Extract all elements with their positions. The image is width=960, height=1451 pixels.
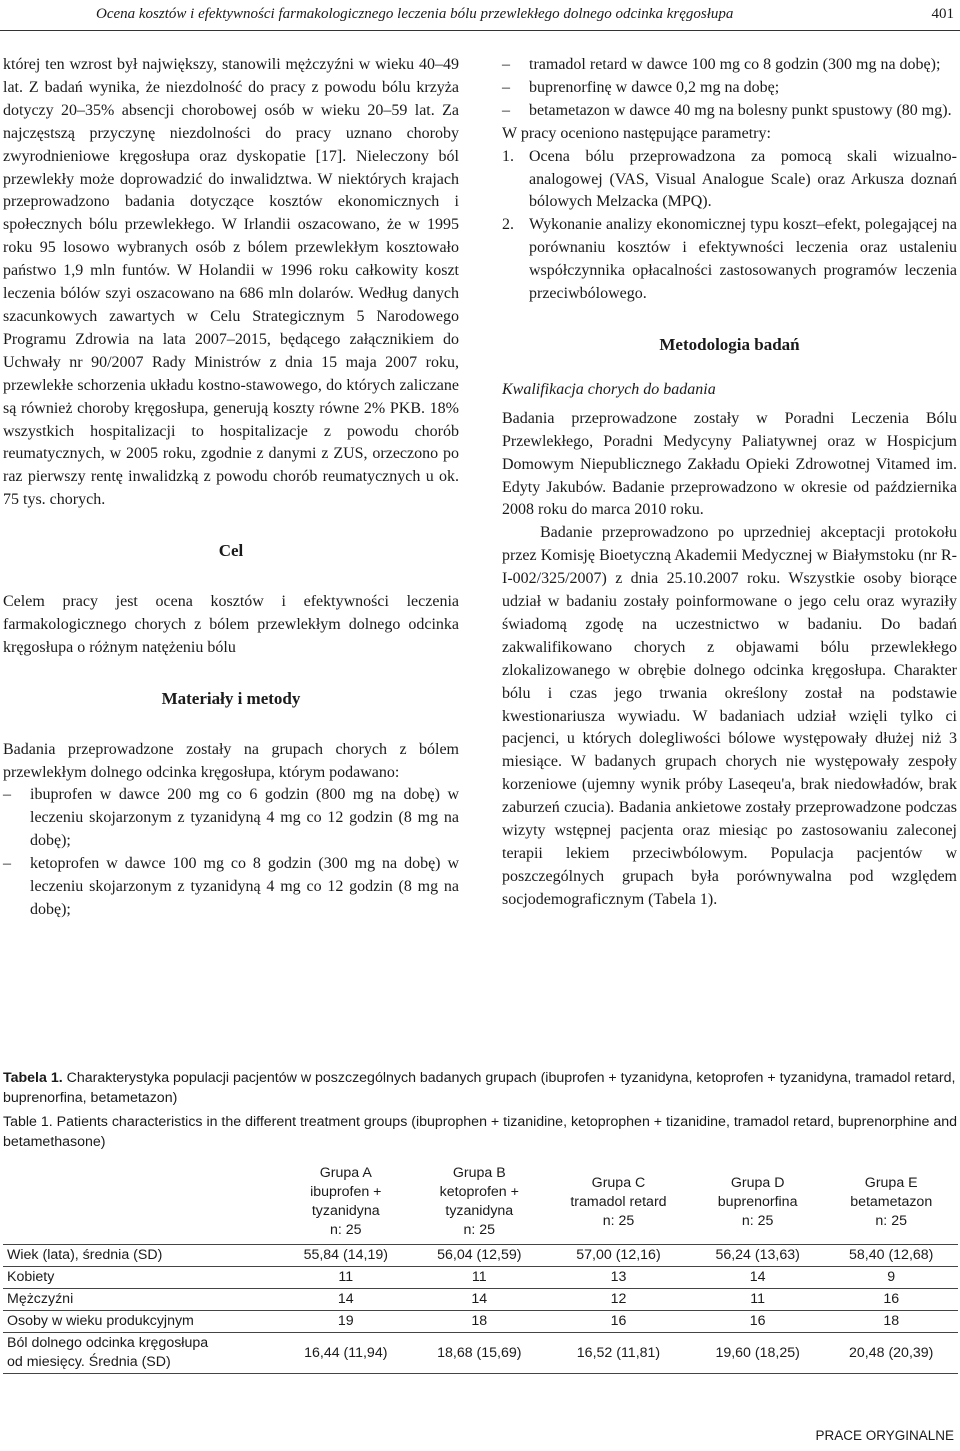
table-cell: 16,52 (11,81) <box>546 1333 691 1374</box>
caption-label: Tabela 1. <box>3 1070 63 1086</box>
table-cell: 57,00 (12,16) <box>546 1245 691 1267</box>
table-cell: 56,24 (13,63) <box>691 1245 825 1267</box>
drug-list-left <box>3 784 459 921</box>
table-cell: 9 <box>824 1267 958 1289</box>
running-title: Ocena kosztów i efektywności farmakologicznego leczenia bólu przewlekłego dolnego odcinka kręgosłupa <box>96 6 734 22</box>
list-text: Wykonanie analizy ekonomicznej typu koszt–efekt, polegającej na porównaniu kosztów i efektywności leczenia oraz ustaleniu współczynnika opłacalności zastosowanych programów leczenia przeciwbólowego. <box>529 216 957 303</box>
table-cell: 18 <box>413 1311 547 1333</box>
intro-paragraph: której ten wzrost był największy, stanowili mężczyźni w wieku 40–49 lat. Z badań wynika, że niezdolność do pracy z powodu bólu krzyża dotyczy 20–35% absencji chorobowej osób w wieku 20–59 lat. Za najczęstszą przyczynę niezdolności do pracy uznano choroby zwyrodnieniowe kręgosłupa oraz dyskopatie [17]. Nieleczony ból przewlekły może doprowadzić do inwalidztwa. W niektórych krajach przeprowadzono badania dotyczące kosztów ekonomicznych i społecznych bólu przewlekłego. W Irlandii oszacowano, że w 1995 roku 95 losowo wybranych osób z bólem przewlekłym kosztowało państwo 1,9 mln funtów. W Holandii w 1996 roku całkowity koszt leczenia bólów szyi oszacowano na 686 mln dolarów. Według danych szacunkowych zawartych w Celu Strategicznym 5 Narodowego Programu Zdrowia na lata 2007–2015, będącego załącznikiem do Uchwały nr 90/2007 Rady Ministrów z dnia 15 maja 2007 roku, przewlekłe schorzenia układu kostno-stawowego, do których zaliczane są również choroby kręgosłupa, generują koszty równe 2% PKB. 18% wszystkich hospitalizacji to hospitalizacje z powodu chorób reumatycznych, w 2005 roku, zgodnie z danymi z ZUS, orzeczono po raz pierwszy rentę inwalidzką z powodu chorób reumatycznych u ok. 75 tys. chorych. <box>3 56 459 509</box>
table-cell: 18 <box>824 1311 958 1333</box>
table-cell: 20,48 (20,39) <box>824 1333 958 1374</box>
table-cell: 11 <box>279 1267 413 1289</box>
table-cell: 14 <box>279 1289 413 1311</box>
table-cell: 16 <box>546 1311 691 1333</box>
list-number: 2. <box>502 216 514 234</box>
section-heading-metodologia: Metodologia badań <box>659 334 800 354</box>
table-cell: 11 <box>413 1267 547 1289</box>
section-heading-materialy: Materiały i metody <box>161 688 301 708</box>
table-cell: 58,40 (12,68) <box>824 1245 958 1267</box>
table-cell: 11 <box>691 1289 825 1311</box>
patients-table <box>3 1164 958 1374</box>
caption-english: Table 1. Patients characteristics in the different treatment groups (ibuprophen + tizanidine, ketoprophen + tizanidine, tramadol retard, buprenorphine and betamethasone) <box>3 1114 958 1150</box>
caption-polish-text: Charakterystyka populacji pacjentów w poszczególnych badanych grupach (ibuprofen + tyzanidyna, ketoprofen + tyzanidyna, tramadol retard, buprenorfina, betametazon) <box>3 1070 956 1106</box>
list-item: – buprenorfinę w dawce 0,2 mg na dobę; <box>502 77 957 100</box>
list-item: – ketoprofen w dawce 100 mg co 8 godzin (300 mg na dobę) w leczeniu skojarzonym z tyzanidyną 4 mg co 12 godzin (8 mg na dobę); <box>3 853 459 922</box>
running-header <box>0 0 960 31</box>
table-header-row <box>3 1164 958 1245</box>
row-label: Osoby w wieku produkcyjnym <box>3 1311 279 1333</box>
table-header-empty <box>3 1164 279 1245</box>
table-header-cell: Grupa B ketoprofen + tyzanidyna n: 25 <box>439 1165 519 1238</box>
cel-paragraph: Celem pracy jest ocena kosztów i efektywności leczenia farmakologicznego chorych z bólem przewlekłym dolnego odcinka kręgosłupa o różnym natężeniu bólu <box>3 593 459 656</box>
list-item <box>502 214 957 306</box>
materialy-paragraph: Badania przeprowadzone zostały na grupach chorych z bólem przewlekłym dolnego odcinka kręgosłupa, którym podawano: <box>3 740 459 781</box>
list-number: 1. <box>502 147 514 165</box>
subsection-heading: Kwalifikacja chorych do badania <box>502 380 716 398</box>
table-cell: 16 <box>691 1311 825 1333</box>
table-cell: 14 <box>413 1289 547 1311</box>
table-caption <box>3 1068 958 1156</box>
row-label: Mężczyźni <box>3 1289 279 1311</box>
table-cell: 18,68 (15,69) <box>413 1333 547 1374</box>
table-cell: 16,44 (11,94) <box>279 1333 413 1374</box>
page-number: 401 <box>931 6 954 22</box>
table-header-cell: Grupa C tramadol retard n: 25 <box>570 1174 667 1229</box>
table-header-cell: Grupa A ibuprofen + tyzanidyna n: 25 <box>310 1165 382 1238</box>
table-cell: 12 <box>546 1289 691 1311</box>
table-row <box>3 1245 958 1267</box>
table-cell: 56,04 (12,59) <box>413 1245 547 1267</box>
row-label: Ból dolnego odcinka kręgosłupa od miesięcy. Średnia (SD) <box>3 1333 279 1374</box>
list-item: – betametazon w dawce 40 mg na bolesny punkt spustowy (80 mg). <box>502 100 957 123</box>
list-item: – tramadol retard w dawce 100 mg co 8 godzin (300 mg na dobę); <box>502 54 957 77</box>
list-text: Ocena bólu przeprowadzona za pomocą skali wizualno-analogowej (VAS, Visual Analogue Scale) oraz Arkusza doznań bólowych Melzacka (MPQ). <box>529 147 957 211</box>
drug-list-right <box>502 54 957 123</box>
left-column <box>3 54 459 922</box>
row-label: Wiek (lata), średnia (SD) <box>3 1245 279 1267</box>
kwalifikacja-paragraph-1: Badania przeprowadzone zostały w Poradni Leczenia Bólu Przewlekłego, Poradni Medycyny Paliatywnej oraz w Hospicjum Domowym Niepublicznego Zakładu Opieki Zdrowotnej Vitamed im. Edyty Jakubów. Badanie przeprowadzono w okresie od października 2008 roku do marca 2010 roku. <box>502 409 957 519</box>
table-cell: 14 <box>691 1267 825 1289</box>
table-cell: 55,84 (14,19) <box>279 1245 413 1267</box>
table-row <box>3 1289 958 1311</box>
kwalifikacja-paragraph-2: Badanie przeprowadzono po uprzedniej akceptacji protokołu przez Komisję Bioetyczną Akademii Medycznej w Białymstoku (nr R-I-002/325/2007) z dnia 25.10.2007 roku. Wszystkie osoby biorące udział w badaniu zostały poinformowane o jego celu oraz wyraziły świadomą zgodę na uczestnictwo w badaniu. Do badań zakwalifikowano chorych z objawami bólu przewlekłego zlokalizowanego w obrębie dolnego odcinka kręgosłupa. Charakter bólu i czas jego trwania określony został na podstawie kwestionariusza wywiadu. W badaniach udział wzięli tylko ci pacjenci, u których dolegliwości bólowe występowały dłużej niż 3 miesiące. W badanych grupach chorych nie występowały zespoły korzeniowe (ujemny wynik próby Laseqeu'a, brak niedowładów, brak zaburzeń czucia). Badania ankietowe zostały przeprowadzone podczas wizyty wstępnej pacjenta oraz miesiąc po zastosowaniu zaleconej terapii lekiem przeciwbólowym. Populacja pacjentów w poszczególnych grupach była porównywalna pod względem socjodemograficznym (Tabela 1). <box>502 524 957 908</box>
caption-polish <box>3 1068 958 1108</box>
table-header-cell: Grupa D buprenorfina n: 25 <box>717 1174 798 1229</box>
section-heading-cel: Cel <box>218 541 244 561</box>
table-row <box>3 1267 958 1289</box>
table-row <box>3 1311 958 1333</box>
params-intro: W pracy oceniono następujące parametry: <box>502 124 771 142</box>
table-cell: 19 <box>279 1311 413 1333</box>
table-cell: 19,60 (18,25) <box>691 1333 825 1374</box>
table-row <box>3 1333 958 1374</box>
table-header-cell: Grupa E betametazon n: 25 <box>850 1174 933 1229</box>
list-item <box>502 146 957 215</box>
list-item: – ibuprofen w dawce 200 mg co 6 godzin (800 mg na dobę) w leczeniu skojarzonym z tyzanidyną 4 mg co 12 godzin (8 mg na dobę); <box>3 784 459 853</box>
table-cell: 16 <box>824 1289 958 1311</box>
params-list <box>502 146 957 306</box>
row-label: Kobiety <box>3 1267 279 1289</box>
right-column <box>502 54 957 912</box>
footer-section-label: PRACE ORYGINALNE <box>815 1428 954 1443</box>
table-cell: 13 <box>546 1267 691 1289</box>
